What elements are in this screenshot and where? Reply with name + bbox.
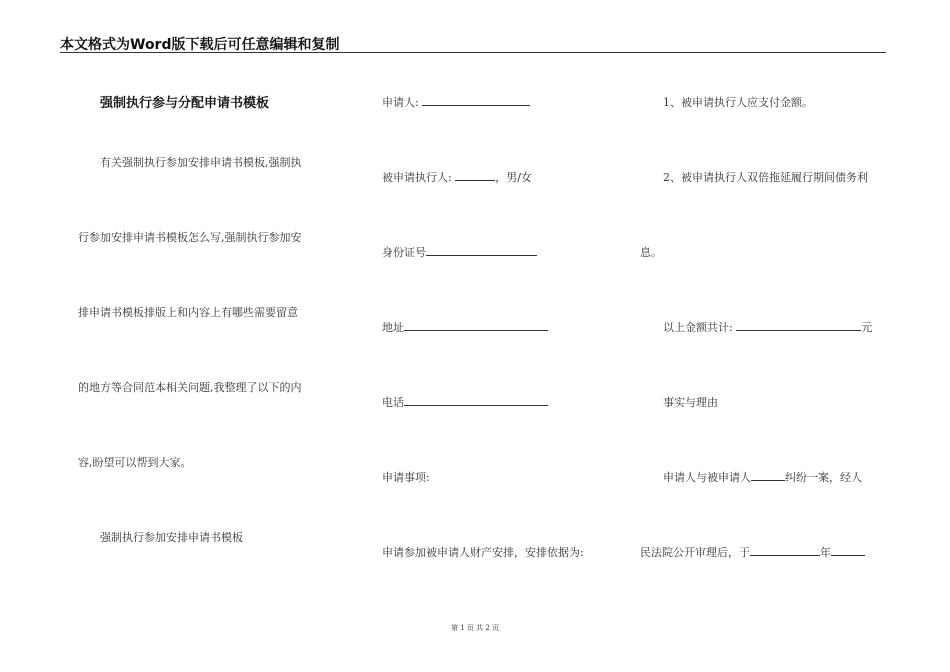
- respondent-gender: ，男/女: [495, 171, 532, 184]
- claim-item-2-continued: 息。: [640, 246, 662, 259]
- phone-label: 电话: [382, 396, 404, 409]
- date-blank: [750, 544, 820, 556]
- id-number-label: 身份证号: [382, 246, 426, 259]
- phone-field: [382, 394, 548, 410]
- address-label: 地址: [382, 321, 404, 334]
- document-title: 强制执行参与分配申请书模板: [100, 96, 270, 111]
- respondent-blank: [455, 169, 495, 181]
- claim-item-2: 2、被申请执行人双倍拖延履行期间债务利: [663, 171, 868, 184]
- year-label: 年: [820, 546, 831, 559]
- facts-line-1: [663, 469, 862, 485]
- intro-line-4: 的地方等合同范本相关问题,我整理了以下的内: [78, 381, 302, 394]
- section-heading: 强制执行参加安排申请书模板: [100, 531, 243, 544]
- total-amount-label: 以上金额共计:: [663, 321, 737, 334]
- address-blank: [404, 319, 548, 331]
- applicant-label: 申请人:: [382, 96, 423, 109]
- intro-line-3: 排申请书模板排版上和内容上有哪些需要留意: [78, 306, 298, 319]
- total-amount-blank: [736, 319, 861, 331]
- claim-item-1: 1、被申请执行人应支付金额。: [663, 96, 813, 109]
- applicant-field: [382, 94, 530, 110]
- phone-blank: [404, 394, 548, 406]
- total-amount-field: [663, 319, 872, 335]
- dispute-blank: [751, 469, 785, 481]
- facts-line-1-start: 申请人与被申请人: [663, 471, 751, 484]
- address-field: [382, 319, 548, 335]
- matters-label: 申请事项:: [382, 471, 430, 484]
- facts-line-2-start: 民法院公开审理后，于: [640, 546, 750, 559]
- page-indicator: 第 1 页 共 2 页: [450, 624, 500, 632]
- intro-line-1: 有关强制执行参加安排申请书模板,强制执: [100, 156, 302, 169]
- facts-line-2: [640, 544, 865, 560]
- id-number-blank: [426, 244, 537, 256]
- basis-label: 申请参加被申请人财产安排，安排依据为:: [382, 546, 584, 559]
- month-blank: [831, 544, 865, 556]
- intro-line-2: 行参加安排申请书模板怎么写,强制执行参加安: [78, 231, 302, 244]
- facts-line-1-end: 纠纷一案，经人: [785, 471, 862, 484]
- respondent-field: [382, 169, 532, 185]
- intro-line-5: 容,盼望可以帮到大家。: [78, 456, 192, 469]
- respondent-label: 被申请执行人:: [382, 171, 456, 184]
- total-amount-unit: 元: [861, 321, 873, 334]
- id-number-field: [382, 244, 537, 260]
- facts-heading: 事实与理由: [663, 396, 718, 409]
- document-header: [60, 34, 886, 53]
- applicant-blank: [422, 94, 530, 106]
- header-title: 本文格式为Word版下载后可任意编辑和复制: [60, 37, 340, 53]
